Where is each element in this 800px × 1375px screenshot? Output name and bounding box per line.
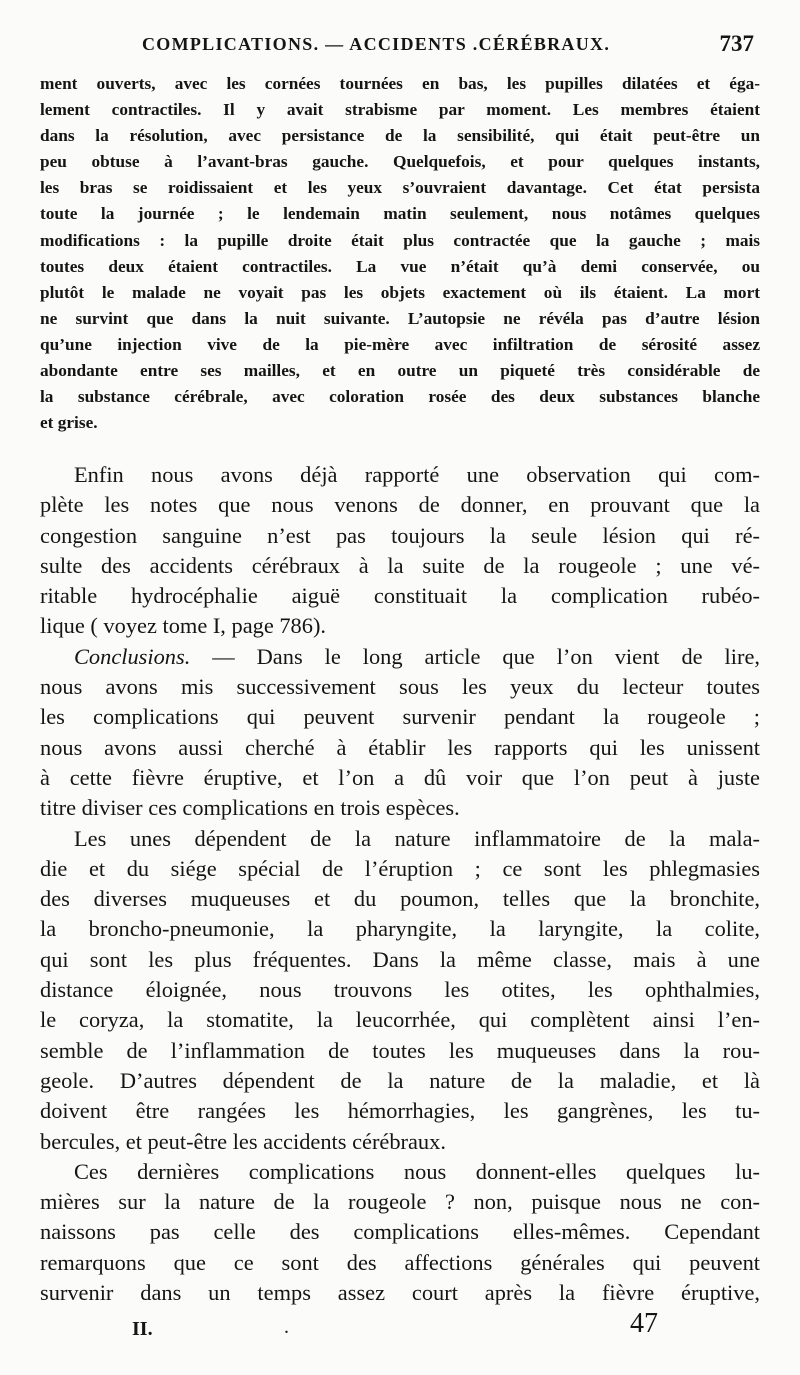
text-line: et grise. bbox=[40, 413, 98, 433]
text-line: titre diviser ces complications en trois espèces. bbox=[40, 795, 460, 821]
text-line: die et du siége spécial de l’éruption ; ce sont les phlegmasies bbox=[40, 855, 760, 881]
text-line: à cette fièvre éruptive, et l’on a dû voir que l’on peut à juste bbox=[40, 764, 760, 790]
text-line: Enfin nous avons déjà rapporté une observation qui com- bbox=[74, 462, 760, 487]
text-line: plutôt le malade ne voyait pas les objets exactement où ils étaient. La mort bbox=[40, 282, 760, 302]
text-line: semble de l’inflammation de toutes les muqueuses dans la rou- bbox=[40, 1037, 760, 1063]
text-line: des diverses muqueuses et du poumon, telles que la bronchite, bbox=[40, 886, 760, 912]
text-line: qu’une injection vive de la pie-mère avec infiltration de sérosité assez bbox=[40, 334, 760, 354]
text-line: lique ( voyez tome I, page 786). bbox=[40, 613, 327, 639]
footer-dot: . bbox=[284, 1316, 289, 1338]
main-text bbox=[40, 460, 760, 1308]
text-line: mières sur la nature de la rougeole ? non, puisque nous ne con- bbox=[40, 1189, 760, 1215]
text-line: les complications qui peuvent survenir pendant la rougeole ; bbox=[40, 704, 760, 730]
text-line: ment ouverts, avec les cornées tournées en bas, les pupilles dilatées et éga- bbox=[40, 74, 760, 93]
text-line: la substance cérébrale, avec coloration rosée des deux substances blanche bbox=[40, 387, 760, 407]
text-line: qui sont les plus fréquentes. Dans la même classe, mais à une bbox=[40, 946, 760, 972]
text-line: survenir dans un temps assez court après la fièvre éruptive, bbox=[40, 1280, 760, 1306]
text-line: le coryza, la stomatite, la leucorrhée, qui complètent ainsi l’en- bbox=[40, 1007, 760, 1033]
conclusions-heading: Conclusions. bbox=[74, 643, 191, 669]
text-line: ne survint que dans la nuit suivante. L’autopsie ne révéla pas d’autre lésion bbox=[40, 308, 760, 328]
text-line: doivent être rangées les hémorrhagies, les gangrènes, les tu- bbox=[40, 1098, 760, 1124]
text-line: naissons pas celle des complications elles-mêmes. Cependant bbox=[40, 1219, 760, 1245]
observation-text bbox=[40, 71, 760, 436]
page-header bbox=[40, 31, 760, 62]
text-line: nous avons aussi cherché à établir les rapports qui les unissent bbox=[40, 734, 760, 760]
page-footer bbox=[40, 1308, 760, 1358]
text-line: nous avons mis successivement sous les yeux du lecteur toutes bbox=[40, 674, 760, 700]
text-line: toutes deux étaient contractiles. La vue n’était qu’à demi conservée, ou bbox=[40, 256, 760, 276]
text-line: toute la journée ; le lendemain matin seulement, nous notâmes quelques bbox=[40, 204, 760, 224]
text-line: sulte des accidents cérébraux à la suite de la rougeole ; une vé- bbox=[40, 552, 760, 578]
text-line: modifications : la pupille droite était plus contractée que la gauche ; mais bbox=[40, 230, 760, 250]
running-head: COMPLICATIONS. — ACCIDENTS .CÉRÉBRAUX. bbox=[142, 34, 611, 54]
text-line: geole. D’autres dépendent de la nature de la maladie, et là bbox=[40, 1067, 760, 1093]
text-line: Les unes dépendent de la nature inflammatoire de la mala- bbox=[74, 825, 760, 851]
text-line: peu obtuse à l’avant-bras gauche. Quelquefois, et pour quelques instants, bbox=[40, 152, 760, 172]
conclusions-text: — Dans le long article que l’on vient de lire, bbox=[190, 643, 760, 669]
text-line: les bras se roidissaient et les yeux s’ouvraient davantage. Cet état persista bbox=[40, 178, 760, 198]
conclusions-line bbox=[40, 642, 760, 672]
text-line: bercules, et peut-être les accidents cérébraux. bbox=[40, 1128, 446, 1154]
text-line: abondante entre ses mailles, et en outre un piqueté très considérable de bbox=[40, 361, 760, 381]
signature-mark: II. bbox=[132, 1318, 153, 1340]
text-line: dans la résolution, avec persistance de la sensibilité, qui était peut-être un bbox=[40, 126, 760, 146]
text-line: la broncho-pneumonie, la pharyngite, la laryngite, la colite, bbox=[40, 916, 760, 942]
text-line: lement contractiles. Il y avait strabisme par moment. Les membres étaient bbox=[40, 100, 760, 120]
page-number: 737 bbox=[719, 31, 754, 56]
text-line: Ces dernières complications nous donnent-elles quelques lu- bbox=[74, 1158, 760, 1184]
sheet-number: 47 bbox=[630, 1308, 658, 1339]
text-line: ritable hydrocéphalie aiguë constituait la complication rubéo- bbox=[40, 583, 760, 609]
text-line: congestion sanguine n’est pas toujours la seule lésion qui ré- bbox=[40, 522, 760, 548]
text-line: plète les notes que nous venons de donner, en prouvant que la bbox=[40, 492, 760, 518]
text-line: distance éloignée, nous trouvons les otites, les ophthalmies, bbox=[40, 977, 760, 1003]
text-line: remarquons que ce sont des affections générales qui peuvent bbox=[40, 1249, 760, 1275]
